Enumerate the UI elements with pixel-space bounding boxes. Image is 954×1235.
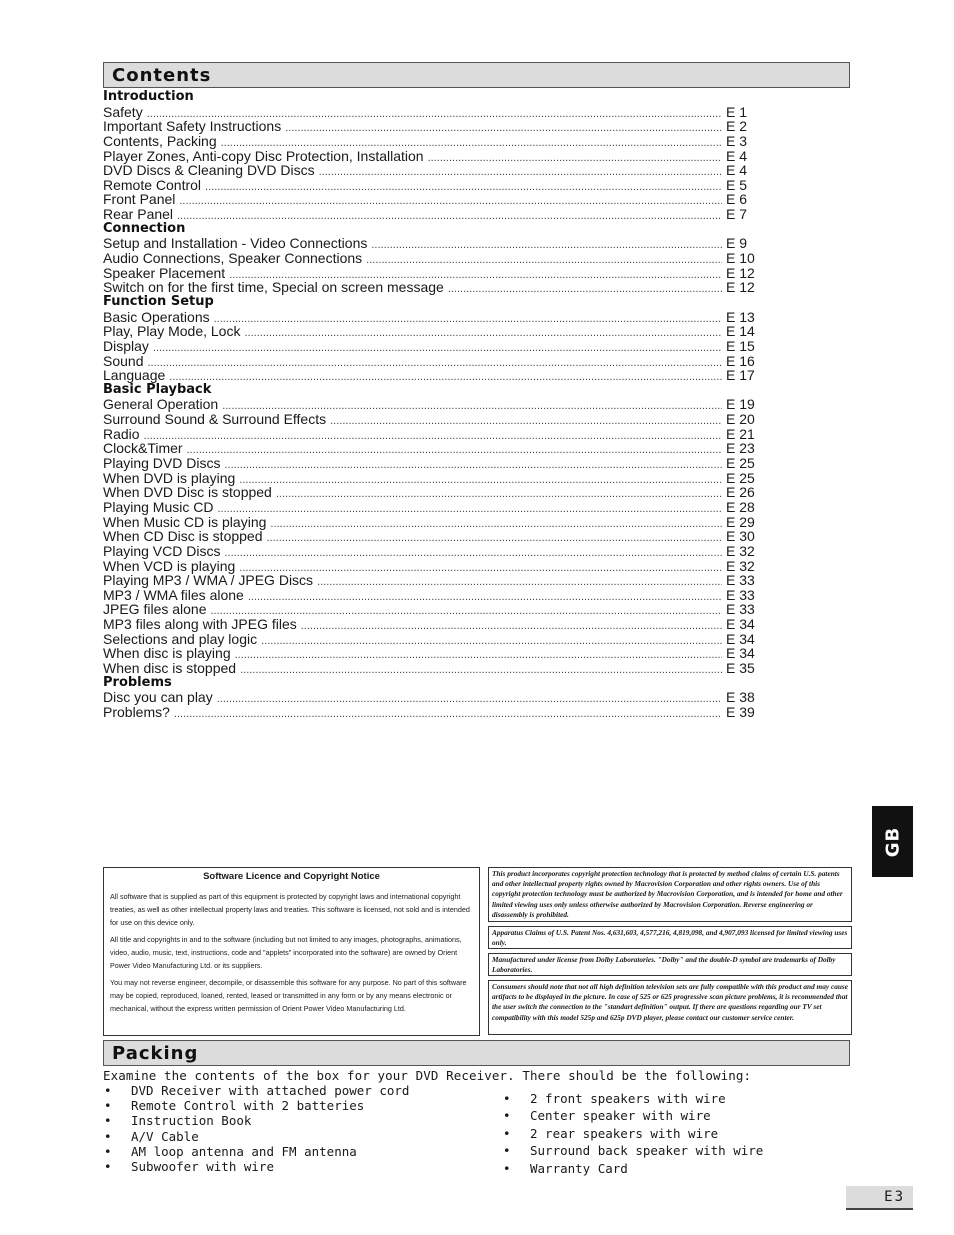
toc-entry-title: Clock&Timer	[103, 440, 183, 457]
toc-section-heading: Introduction	[103, 89, 194, 104]
toc-leader-dots	[217, 502, 722, 517]
bullet: •	[503, 1108, 511, 1124]
toc-leader-dots	[276, 487, 722, 502]
toc-leader-dots	[153, 341, 722, 356]
toc-entry-page: E 15	[726, 337, 755, 354]
toc-entry-title: Audio Connections, Speaker Connections	[103, 250, 363, 267]
toc-entry-page: E 32	[726, 557, 755, 574]
licence-title: Software Licence and Copyright Notice	[203, 871, 380, 882]
toc-entry-title: When disc is playing	[103, 645, 231, 662]
packing-item-label: Remote Control with 2 batteries	[131, 1098, 365, 1114]
bullet: •	[503, 1125, 511, 1141]
toc-entry-title: DVD Discs & Cleaning DVD Discs	[103, 162, 315, 179]
toc-entry-page: E 9	[726, 235, 748, 252]
toc-entry	[103, 427, 760, 442]
toc-entry-title: Basic Operations	[103, 308, 210, 325]
toc-entry-title: Display	[103, 337, 149, 354]
toc-entry-title: Playing MP3 / WMA / JPEG Discs	[103, 572, 314, 589]
packing-list-left	[103, 1083, 409, 1174]
toc-entry-title: Safety	[103, 103, 143, 120]
toc-entry-title: Sound	[103, 352, 144, 369]
toc-entry	[103, 544, 760, 559]
toc-entry-page: E 38	[726, 689, 755, 706]
contents-title: Contents	[112, 65, 212, 86]
toc-entry-page: E 33	[726, 601, 755, 618]
toc-entry	[103, 119, 760, 134]
toc-leader-dots	[174, 707, 722, 722]
toc-entry-page: E 35	[726, 659, 755, 676]
contents-header	[103, 62, 850, 88]
toc-entry-title: Problems?	[103, 703, 170, 720]
toc-entry-title: Language	[103, 367, 166, 384]
packing-item	[103, 1159, 409, 1174]
toc-entry-title: Play, Play Mode, Lock	[103, 323, 241, 340]
toc-entry-title: Speaker Placement	[103, 264, 226, 281]
bullet: •	[503, 1143, 511, 1159]
toc-leader-dots	[214, 312, 722, 327]
toc-entry-page: E 5	[726, 176, 748, 193]
toc-entry-title: Playing Music CD	[103, 498, 214, 515]
dolby-notice: Manufactured under license from Dolby Laboratories. "Dolby" and the double-D symbol are trademarks of Dolby Laboratories.	[488, 953, 852, 976]
toc-leader-dots	[144, 429, 722, 444]
licence-paragraph: All software that is supplied as part of this equipment is protected by copyright laws and international copyright treaties, as well as other intellectual property laws and treaties. This software is licensed, not sold and is intended for use on this device only.	[110, 892, 470, 927]
toc-entry	[103, 280, 760, 295]
toc-entry-page: E 7	[726, 206, 748, 223]
toc-leader-dots	[224, 546, 722, 561]
toc-entry-page: E 1	[726, 103, 748, 120]
packing-item-label: Instruction Book	[131, 1113, 252, 1129]
packing-item-label: DVD Receiver with attached power cord	[131, 1083, 410, 1098]
toc-leader-dots	[317, 575, 722, 590]
toc-entry-title: When disc is stopped	[103, 659, 237, 676]
toc-entry-title: Playing VCD Discs	[103, 542, 221, 559]
packing-item	[502, 1107, 763, 1124]
toc-entry	[103, 588, 760, 603]
toc-entry-title: MP3 files along with JPEG files	[103, 616, 297, 633]
toc-section-heading: Problems	[103, 674, 172, 690]
toc-entry	[103, 500, 760, 515]
packing-item	[103, 1098, 409, 1113]
toc-entry-title: Contents, Packing	[103, 132, 217, 149]
toc-entry-title: When CD Disc is stopped	[103, 528, 263, 545]
toc-leader-dots	[244, 326, 722, 341]
toc-entry-page: E 39	[726, 703, 755, 720]
toc-entry-page: E 20	[726, 411, 755, 428]
toc-entry-title: JPEG files alone	[103, 601, 207, 618]
packing-title: Packing	[112, 1043, 199, 1064]
toc-entry-page: E 21	[726, 425, 755, 442]
language-tab-label: GB	[882, 826, 903, 857]
toc-entry	[103, 646, 760, 661]
toc-entry	[103, 441, 760, 456]
toc-entry-title: General Operation	[103, 396, 219, 413]
toc-entry-page: E 6	[726, 191, 748, 208]
toc-entry	[103, 397, 760, 412]
toc-entry	[103, 207, 760, 222]
toc-entry-page: E 23	[726, 440, 755, 457]
bullet: •	[104, 1128, 112, 1144]
toc-leader-dots	[248, 590, 722, 605]
language-tab	[872, 806, 913, 877]
toc-section-heading: Connection	[103, 220, 186, 236]
toc-leader-dots	[217, 692, 722, 707]
packing-item	[502, 1125, 763, 1142]
toc-entry-page: E 34	[726, 645, 755, 662]
packing-item	[502, 1090, 763, 1107]
toc-entry-page: E 17	[726, 367, 755, 384]
toc-entry	[103, 661, 760, 676]
toc-leader-dots	[240, 663, 722, 678]
toc-leader-dots	[147, 356, 722, 371]
toc-leader-dots	[169, 370, 722, 385]
toc-leader-dots	[239, 473, 722, 488]
toc-entry-page: E 28	[726, 498, 755, 515]
packing-list-right	[502, 1090, 763, 1177]
toc-entry-title: When DVD Disc is stopped	[103, 484, 272, 501]
packing-item	[103, 1144, 409, 1159]
hdtv-notice: Consumers should note that not all high definition television sets are fully compatible with this product and may cause artifacts to be displayed in the picture. In case of 525 or 625 progressive scan picture problems, it is recommended that the user switch the connection to the "standart definition" output. If there are questions regarding our TV set compatibility with this model 525p and 625p DVD player, please contact our customer service center.	[488, 980, 852, 1035]
packing-header	[103, 1040, 850, 1066]
packing-item-label: AM loop antenna and FM antenna	[131, 1143, 357, 1159]
toc-entry	[103, 339, 760, 354]
toc-leader-dots	[285, 121, 722, 136]
toc-entry-title: Surround Sound & Surround Effects	[103, 411, 327, 428]
packing-item-label: Surround back speaker with wire	[530, 1143, 764, 1159]
bullet: •	[104, 1098, 112, 1114]
packing-item-label: Subwoofer with wire	[131, 1159, 274, 1175]
page-number-box	[846, 1186, 913, 1210]
toc-entry-page: E 34	[726, 616, 755, 633]
toc-entry	[103, 178, 760, 193]
packing-item-label: Warranty Card	[530, 1160, 628, 1176]
toc-section-heading: Basic Playback	[103, 381, 212, 397]
toc-entry-page: E 12	[726, 279, 755, 296]
toc-entry-page: E 32	[726, 542, 755, 559]
toc-entry-page: E 4	[726, 147, 748, 164]
toc-entry-title: Radio	[103, 425, 140, 442]
toc-entry-page: E 30	[726, 528, 755, 545]
toc-entry-page: E 12	[726, 264, 755, 281]
patent-notice: Apparatus Claims of U.S. Patent Nos. 4,631,603, 4,577,216, 4,819,098, and 4,907,093 licensed for limited viewing uses only.	[488, 926, 852, 949]
toc-entry-page: E 10	[726, 250, 755, 267]
toc-entry-title: Switch on for the first time, Special on screen message	[103, 279, 444, 296]
toc-entry	[103, 149, 760, 164]
toc-leader-dots	[205, 180, 722, 195]
toc-entry	[103, 456, 760, 471]
toc-entry	[103, 251, 760, 266]
licence-paragraph: You may not reverse engineer, decompile, or disassemble this software for any purpose. No part of this software may be copied, reproduced, loaned, rented, leased or transmitted in any form or by any means electronic or mechanical, without the express written permission of Orient Power Video Manufacturing Ltd.	[110, 978, 467, 1013]
toc-entry	[103, 368, 760, 383]
toc-leader-dots	[235, 648, 722, 663]
toc-entry	[103, 412, 760, 427]
toc-entry-title: When Music CD is playing	[103, 513, 267, 530]
table-of-contents	[103, 90, 760, 720]
toc-entry	[103, 690, 760, 705]
toc-entry-page: E 25	[726, 469, 755, 486]
toc-leader-dots	[330, 414, 722, 429]
toc-entry	[103, 105, 760, 120]
toc-leader-dots	[428, 151, 722, 166]
macrovision-notice: This product incorporates copyright protection technology that is protected by method claims of certain U.S. patents and other intellectual property rights owned by Macrovision Corporation and other rights owners. Use of this copyright protection technology must be authorized by Macrovision Corporation, and is intended for home and other limited viewing uses only unless otherwise authorized by Macrovision Corporation. Reverse engineering or disassembly is prohibited.	[488, 867, 852, 922]
toc-entry-page: E 4	[726, 162, 748, 179]
toc-entry-page: E 34	[726, 630, 755, 647]
toc-entry	[103, 485, 760, 500]
bullet: •	[104, 1159, 112, 1175]
toc-entry-page: E 33	[726, 572, 755, 589]
toc-entry	[103, 515, 760, 530]
toc-entry-page: E 19	[726, 396, 755, 413]
toc-entry	[103, 573, 760, 588]
toc-entry-title: Front Panel	[103, 191, 176, 208]
toc-entry-page: E 3	[726, 132, 748, 149]
toc-leader-dots	[366, 253, 722, 268]
packing-item	[103, 1129, 409, 1144]
toc-entry-page: E 26	[726, 484, 755, 501]
toc-entry	[103, 471, 760, 486]
toc-entry-title: Selections and play logic	[103, 630, 258, 647]
toc-leader-dots	[177, 209, 722, 224]
toc-leader-dots	[371, 238, 722, 253]
toc-entry	[103, 602, 760, 617]
toc-entry	[103, 310, 760, 325]
toc-entry-page: E 33	[726, 586, 755, 603]
packing-item	[502, 1142, 763, 1159]
packing-item	[103, 1113, 409, 1128]
toc-entry-title: Remote Control	[103, 176, 202, 193]
bullet: •	[503, 1091, 511, 1106]
toc-leader-dots	[187, 443, 722, 458]
packing-intro: Examine the contents of the box for your DVD Receiver. There should be the following:	[103, 1068, 752, 1083]
toc-entry-page: E 2	[726, 118, 748, 135]
toc-leader-dots	[267, 531, 722, 546]
toc-entry-title: Rear Panel	[103, 206, 174, 223]
toc-entry	[103, 354, 760, 369]
toc-entry-title: When DVD is playing	[103, 469, 236, 486]
toc-entry	[103, 134, 760, 149]
bullet: •	[104, 1143, 112, 1159]
toc-leader-dots	[224, 458, 722, 473]
toc-entry-title: Player Zones, Anti-copy Disc Protection, Installation	[103, 147, 424, 164]
toc-entry-title: When VCD is playing	[103, 557, 236, 574]
toc-leader-dots	[179, 194, 722, 209]
toc-entry-title: Setup and Installation - Video Connections	[103, 235, 368, 252]
packing-item-label: 2 rear speakers with wire	[530, 1125, 719, 1141]
toc-entry-page: E 25	[726, 455, 755, 472]
bullet: •	[104, 1113, 112, 1129]
packing-item	[502, 1160, 763, 1177]
packing-item-label: 2 front speakers with wire	[530, 1091, 726, 1106]
toc-entry	[103, 236, 760, 251]
toc-leader-dots	[301, 619, 722, 634]
toc-entry	[103, 324, 760, 339]
toc-entry-title: MP3 / WMA files alone	[103, 586, 244, 603]
toc-entry-page: E 14	[726, 323, 755, 340]
toc-entry	[103, 705, 760, 720]
toc-leader-dots	[261, 634, 722, 649]
toc-entry	[103, 617, 760, 632]
toc-entry-title: Disc you can play	[103, 689, 213, 706]
toc-entry	[103, 163, 760, 178]
toc-entry-page: E 29	[726, 513, 755, 530]
bullet: •	[104, 1083, 112, 1098]
toc-entry	[103, 266, 760, 281]
page-number: E3	[884, 1189, 905, 1205]
bullet: •	[503, 1160, 511, 1176]
packing-item-label: Center speaker with wire	[530, 1108, 711, 1124]
packing-item-label: A/V Cable	[131, 1128, 199, 1144]
toc-entry	[103, 559, 760, 574]
toc-entry-title: Playing DVD Discs	[103, 455, 221, 472]
toc-entry-page: E 13	[726, 308, 755, 325]
toc-entry	[103, 529, 760, 544]
packing-item	[103, 1083, 409, 1098]
licence-paragraph: All title and copyrights in and to the software (including but not limited to any images, photographs, animations, video, audio, music, text, instructions, code and "applets" incorporated into the software) are owned by Orient Power Video Manufacturing Ltd. or its suppliers.	[110, 935, 462, 970]
toc-entry-page: E 16	[726, 352, 755, 369]
toc-leader-dots	[270, 517, 722, 532]
toc-entry	[103, 632, 760, 647]
toc-entry-title: Important Safety Instructions	[103, 118, 282, 135]
toc-section-heading: Function Setup	[103, 293, 214, 309]
software-licence-box	[103, 867, 480, 1036]
toc-leader-dots	[448, 282, 722, 297]
toc-leader-dots	[319, 165, 722, 180]
toc-entry	[103, 192, 760, 207]
